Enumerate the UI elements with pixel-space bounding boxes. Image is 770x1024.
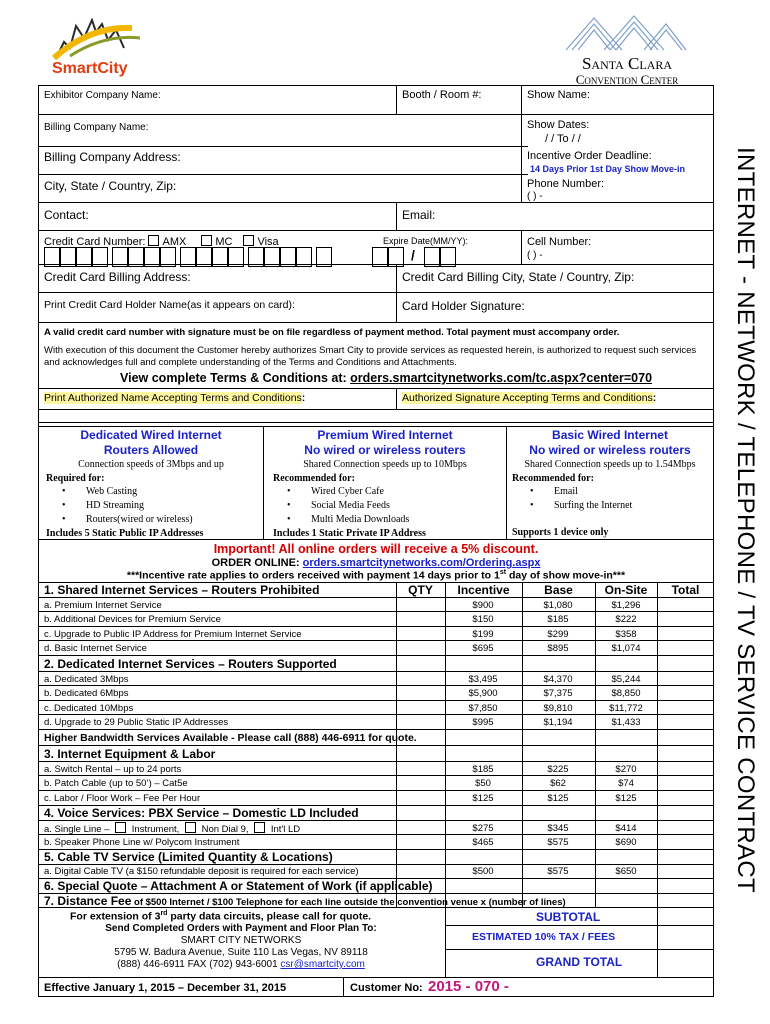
price-onsite: $1,074 xyxy=(611,643,641,654)
price-onsite: $222 xyxy=(615,614,637,625)
billing-company-label: Billing Company Name: xyxy=(44,122,149,133)
holder-name-label: Print Credit Card Holder Name(as it appears on card): xyxy=(44,299,295,311)
visa-checkbox[interactable] xyxy=(243,235,254,246)
item-2b: b. Dedicated 6Mbps xyxy=(44,688,129,699)
price-onsite: $5,244 xyxy=(611,674,641,685)
section-2-title: 2. Dedicated Internet Services – Routers Supported xyxy=(44,657,337,671)
price-onsite: $414 xyxy=(615,823,637,834)
terms-link[interactable]: orders.smartcitynetworks.com/tc.aspx?center=070 xyxy=(350,371,653,385)
price-base: $4,370 xyxy=(543,674,573,685)
email-label: Email: xyxy=(402,208,436,222)
amx-checkbox[interactable] xyxy=(148,235,159,246)
customer-no-label: Customer No: xyxy=(350,982,423,994)
auth-sig-label: Authorized Signature Accepting Terms and Conditions: xyxy=(402,392,657,404)
price-incentive: $50 xyxy=(475,778,491,789)
mc-checkbox[interactable] xyxy=(201,235,212,246)
price-base: $345 xyxy=(547,823,569,834)
price-incentive: $695 xyxy=(472,643,494,654)
col-base: Base xyxy=(544,583,573,597)
convention-center-title: Convention Center xyxy=(575,72,679,87)
high-bandwidth-note: Higher Bandwidth Services Available - Please call (888) 446-6911 for quote. xyxy=(44,732,417,744)
item-1a: a. Premium Internet Service xyxy=(44,600,162,611)
price-base: $299 xyxy=(547,629,569,640)
smartcity-wordmark: SmartCity xyxy=(52,60,128,77)
phone-label: Phone Number: xyxy=(527,178,605,190)
price-incentive: $5,900 xyxy=(468,688,498,699)
price-base: $9,810 xyxy=(543,703,573,714)
smartcity-logo xyxy=(44,18,154,82)
terms-prefix: View complete Terms & Conditions at: xyxy=(120,371,351,385)
cc-number-label: Credit Card Number: xyxy=(44,236,146,248)
intl-ld-checkbox[interactable] xyxy=(254,822,265,833)
price-base: $185 xyxy=(547,614,569,625)
instrument-checkbox[interactable] xyxy=(115,822,126,833)
grand-total-label: GRAND TOTAL xyxy=(536,955,623,969)
price-incentive: $995 xyxy=(472,717,494,728)
cc-city-label: Credit Card Billing City, State / Country, Zip: xyxy=(402,270,635,284)
item-3a: a. Switch Rental – up to 24 ports xyxy=(44,764,182,775)
third-party-note: For extension of 3rd party data circuits, please call for quote. xyxy=(70,910,372,923)
city-skyline-icon xyxy=(50,18,150,60)
cell-format: ( ) - xyxy=(527,250,543,261)
order-online-link[interactable]: orders.smartcitynetworks.com/Ordering.aspx xyxy=(302,557,541,569)
item-2c: c. Dedicated 10Mbps xyxy=(44,703,134,714)
col-onsite: On-Site xyxy=(604,583,648,597)
billing-address-label: Billing Company Address: xyxy=(44,150,181,164)
important-note: Important! All online orders will receive a 5% discount. xyxy=(213,542,539,556)
order-online: ORDER ONLINE: orders.smartcitynetworks.com/Ordering.aspx xyxy=(211,557,541,569)
subtotal-label: SUBTOTAL xyxy=(536,910,601,924)
price-onsite: $11,772 xyxy=(609,703,643,714)
holder-sig-label: Card Holder Signature: xyxy=(402,299,525,313)
price-incentive: $150 xyxy=(472,614,494,625)
email-link[interactable]: csr@smartcity.com xyxy=(280,959,365,970)
service-dedicated: Dedicated Wired Internet Routers Allowed Connection speeds of 3Mbps and up Required for: • Web Casting • HD Streaming • Routers(wired or wireless) Includes 5 Static Public IP Addresses xyxy=(40,428,262,541)
col-incentive: Incentive xyxy=(457,583,510,597)
price-onsite: $358 xyxy=(615,629,637,640)
customer-no-value: 2015 - 070 - xyxy=(428,978,509,995)
mc-label: MC xyxy=(215,236,233,248)
item-1c: c. Upgrade to Public IP Address for Premium Internet Service xyxy=(44,629,302,640)
non-dial-9-checkbox[interactable] xyxy=(185,822,196,833)
print-auth-label: Print Authorized Name Accepting Terms and Conditions: xyxy=(44,392,306,404)
item-4b: b. Speaker Phone Line w/ Polycom Instrument xyxy=(44,837,240,848)
price-base: $1,194 xyxy=(543,717,573,728)
show-dates-label: Show Dates: xyxy=(527,119,590,131)
price-base: $225 xyxy=(547,764,569,775)
price-incentive: $7,850 xyxy=(468,703,498,714)
item-2d: d. Upgrade to 29 Public Static IP Addresses xyxy=(44,717,229,728)
price-onsite: $650 xyxy=(615,866,637,877)
incentive-note: ***Incentive rate applies to orders received with payment 14 days prior to 1st day of show move-in*** xyxy=(126,569,626,582)
tax-label: ESTIMATED 10% TAX / FEES xyxy=(472,931,616,943)
price-incentive: $465 xyxy=(472,837,494,848)
price-incentive: $199 xyxy=(472,629,494,640)
section-1-title: 1. Shared Internet Services – Routers Prohibited xyxy=(44,583,320,597)
price-base: $125 xyxy=(547,793,569,804)
send-to-block: Send Completed Orders with Payment and Floor Plan To: SMART CITY NETWORKS 5795 W. Badura Avenue, Suite 110 Las Vegas, NV 89118 (888) 446-6911 FAX (702) 943-6001 csr@smartcity.com xyxy=(105,923,377,970)
price-onsite: $690 xyxy=(615,837,637,848)
mountains-icon xyxy=(564,14,688,52)
cc-billing-label: Credit Card Billing Address: xyxy=(44,270,191,284)
show-name-label: Show Name: xyxy=(527,89,590,101)
price-onsite: $270 xyxy=(615,764,637,775)
price-onsite: $1,296 xyxy=(611,600,641,611)
deadline-note: 14 Days Prior 1st Day Show Move-in xyxy=(530,164,686,174)
section-4-title: 4. Voice Services: PBX Service – Domestic LD Included xyxy=(44,806,359,820)
item-1b: b. Additional Devices for Premium Service xyxy=(44,614,221,625)
price-incentive: $500 xyxy=(472,866,494,877)
execution-note: With execution of this document the Customer hereby authorizes Smart City to provide services as requested herein, is authorized to request such services and acknowledges full and complete understanding of the Terms and Conditions and Attachments. xyxy=(44,345,697,368)
terms-line xyxy=(120,371,652,385)
section-6-title: 6. Special Quote – Attachment A or Statement of Work (if applicable) xyxy=(44,879,433,893)
effective-dates: Effective January 1, 2015 – December 31, 2015 xyxy=(44,982,287,994)
price-incentive: $275 xyxy=(472,823,494,834)
price-base: $575 xyxy=(547,837,569,848)
item-1d: d. Basic Internet Service xyxy=(44,643,147,654)
service-premium: Premium Wired Internet No wired or wireless routers Shared Connection speeds up to 10Mbps Recommended for: • Wired Cyber Cafe • Social Media Feeds • Multi Media Downloads Includes 1 Static Private IP Address xyxy=(265,428,505,541)
item-3c: c. Labor / Floor Work – Fee Per Hour xyxy=(44,793,201,804)
show-dates-format: / / To / / xyxy=(545,133,581,145)
price-base: $1,080 xyxy=(543,600,573,611)
service-basic: Basic Wired Internet No wired or wireless routers Shared Connection speeds up to 1.54Mbps Recommended for: • Email • Surfing the Internet Supports 1 device only xyxy=(508,428,712,540)
price-onsite: $1,433 xyxy=(611,717,641,728)
valid-cc-note: A valid credit card number with signature must be on file regardless of payment method. Total payment must accompany order. xyxy=(44,327,620,338)
item-5a: a. Digital Cable TV (a $150 refundable deposit is required for each service) xyxy=(44,866,359,877)
section-3-title: 3. Internet Equipment & Labor xyxy=(44,747,216,761)
santa-clara-logo xyxy=(556,14,696,90)
price-incentive: $3,495 xyxy=(468,674,498,685)
col-qty: QTY xyxy=(408,583,433,597)
item-3b: b. Patch Cable (up to 50’) – Cat5e xyxy=(44,778,188,789)
price-onsite: $8,850 xyxy=(611,688,641,699)
expire-slash: / xyxy=(411,247,415,263)
section-7-title: 7. Distance Fee of $500 Internet / $100 Telephone for each line outside the convention venue x (number of lines) xyxy=(44,894,566,908)
item-4a: a. Single Line – Instrument, Non Dial 9, Int'l LD xyxy=(44,824,301,835)
price-base: $575 xyxy=(547,866,569,877)
exhibitor-label: Exhibitor Company Name: xyxy=(44,90,161,101)
price-base: $7,375 xyxy=(543,688,573,699)
price-onsite: $125 xyxy=(615,793,637,804)
amx-label: AMX xyxy=(162,236,187,248)
booth-label: Booth / Room #: xyxy=(402,89,482,101)
price-base: $62 xyxy=(550,778,566,789)
price-incentive: $185 xyxy=(472,764,494,775)
item-2a: a. Dedicated 3Mbps xyxy=(44,674,129,685)
city-label: City, State / Country, Zip: xyxy=(44,179,177,193)
section-5-title: 5. Cable TV Service (Limited Quantity & Locations) xyxy=(44,850,333,864)
expire-label: Expire Date(MM/YY): xyxy=(383,236,469,246)
price-onsite: $74 xyxy=(618,778,634,789)
santa-clara-title: Santa Clara xyxy=(581,54,673,73)
cell-label: Cell Number: xyxy=(527,236,592,248)
phone-format: ( ) - xyxy=(527,191,543,202)
visa-label: Visa xyxy=(257,236,279,248)
contact-label: Contact: xyxy=(44,208,89,222)
col-total: Total xyxy=(671,583,700,597)
price-incentive: $125 xyxy=(472,793,494,804)
price-incentive: $900 xyxy=(472,600,494,611)
incentive-deadline-label: Incentive Order Deadline: xyxy=(527,150,652,162)
price-base: $895 xyxy=(547,643,569,654)
